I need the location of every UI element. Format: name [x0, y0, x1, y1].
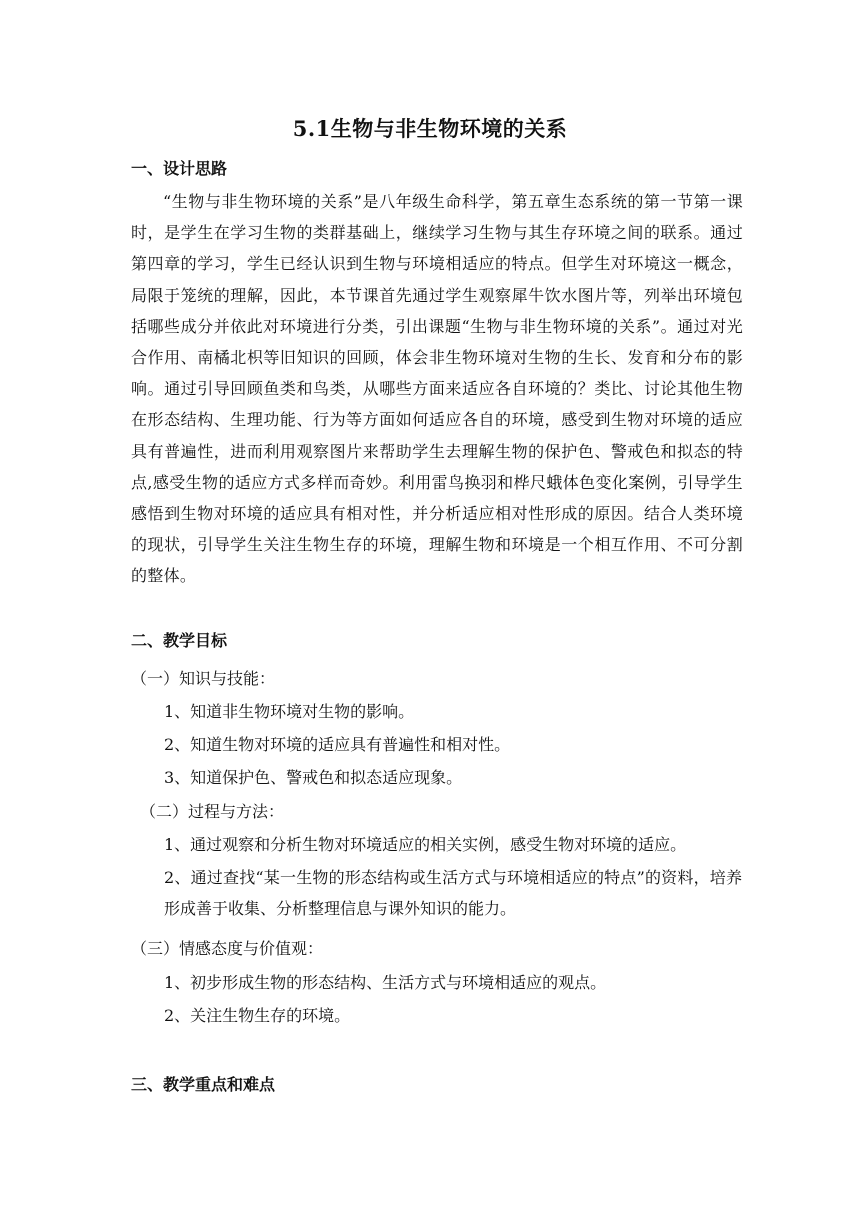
list-item: 1、知道非生物环境对生物的影响。 [164, 702, 415, 721]
list-item: 2、关注生物生存的环境。 [164, 1006, 351, 1025]
list-item-text: 2、通过查找“某一生物的形态结构或生活方式与环境相适应的特点”的资料，培养形成善于收集、分析整理信息与课外知识的能力。 [164, 868, 742, 918]
section-heading-keypoints: 三、教学重点和难点 [131, 1075, 276, 1094]
subsection-knowledge-label: （一）知识与技能： [131, 669, 276, 688]
list-item: 1、初步形成生物的形态结构、生活方式与环境相适应的观点。 [164, 973, 607, 992]
list-item [164, 862, 742, 924]
subsection-process-label: （二）过程与方法： [140, 802, 285, 821]
document-title: 5.1生物与非生物环境的关系 [292, 116, 568, 141]
list-item: 2、知道生物对环境的适应具有普遍性和相对性。 [164, 735, 511, 754]
section-heading-design: 一、设计思路 [131, 159, 228, 178]
subsection-attitude-label: （三）情感态度与价值观： [131, 939, 324, 958]
design-paragraph: “生物与非生物环境的关系”是八年级生命科学，第五章生态系统的第一节第一课时，是学生在学习生物的类群基础上，继续学习生物与其生存环境之间的联系。通过第四章的学习，学生已经认识到生物与环境相适应的特点。但学生对环境这一概念，局限于笼统的理解，因此，本节课首先通过学生观察犀牛饮水图片等，列举出环境包括哪些成分并依此对环境进行分类，引出课题“生物与非生物环境的关系”。通过对光合作用、南橘北枳等旧知识的回顾，体会非生物环境对生物的生长、发育和分布的影响。通过引导回顾鱼类和鸟类，从哪些方面来适应各自环境的？类比、讨论其他生物在形态结构、生理功能、行为等方面如何适应各自的环境，感受到生物对环境的适应具有普遍性，进而利用观察图片来帮助学生去理解生物的保护色、警戒色和拟态的特点,感受生物的适应方式多样而奇妙。利用雷鸟换羽和桦尺蛾体色变化案例，引导学生感悟到生物对环境的适应具有相对性，并分析适应相对性形成的原因。结合人类环境的现状，引导学生关注生物生存的环境，理解生物和环境是一个相互作用、不可分割的整体。 [131, 192, 743, 586]
list-item: 1、通过观察和分析生物对环境适应的相关实例，感受生物对环境的适应。 [164, 835, 687, 854]
section-heading-objectives: 二、教学目标 [131, 631, 228, 650]
list-item: 3、知道保护色、警戒色和拟态适应现象。 [164, 768, 463, 787]
